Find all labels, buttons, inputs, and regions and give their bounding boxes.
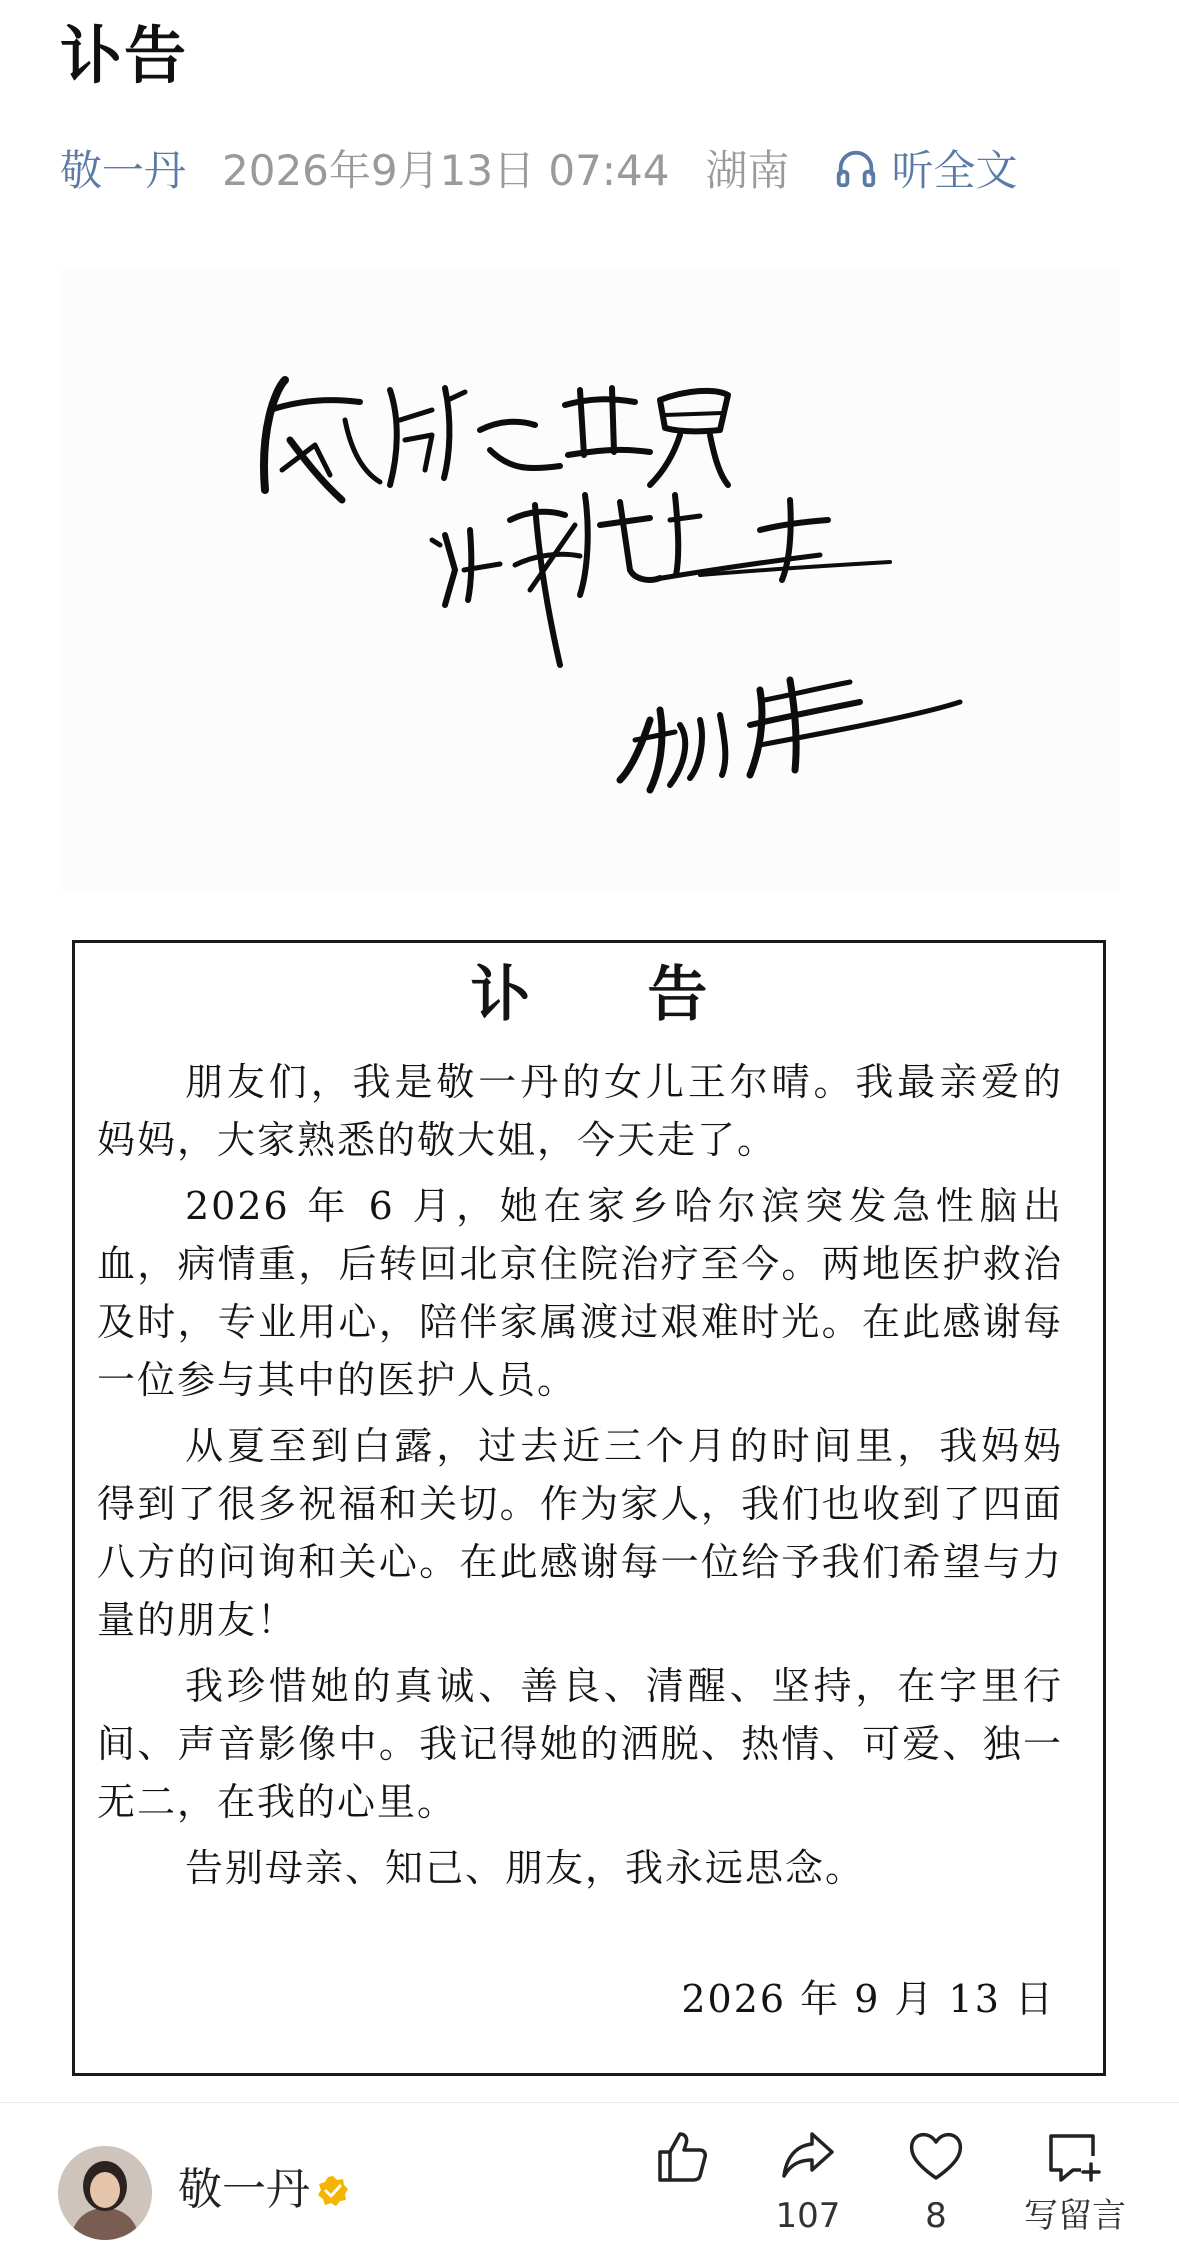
bottom-divider: [0, 2102, 1179, 2103]
like-icon: [652, 2126, 712, 2186]
publish-location: 湖南: [705, 146, 790, 195]
bottom-action-bar: [0, 2104, 1179, 2264]
share-button[interactable]: [748, 2126, 868, 2238]
notice-paragraph: 告别母亲、知己、朋友，我永远思念。: [185, 1846, 866, 1890]
page-title: 讣告: [60, 19, 189, 92]
listen-button[interactable]: [833, 138, 1017, 198]
notice-date: 2026 年 9 月 13 日: [681, 1977, 1055, 2021]
comment-icon: [1045, 2126, 1105, 2186]
listen-label: 听全文: [891, 146, 1018, 195]
share-icon: [778, 2126, 838, 2186]
notice-paragraph: 2026 年 6 月，她在家乡哈尔滨突发急性脑出血，病情重，后转回北京住院治疗至今。两地医护救治及时，专业用心，陪伴家属渡过艰难时光。在此感谢每一位参与其中的医护人员。: [97, 1184, 1063, 1402]
headphones-icon: [833, 145, 879, 191]
like-button[interactable]: [622, 2126, 742, 2194]
notice-paragraph: 我珍惜她的真诚、善良、清醒、坚持，在字里行间、声音影像中。我记得她的洒脱、热情、可爱、独一无二，在我的心里。: [97, 1664, 1063, 1824]
obituary-notice-image[interactable]: [72, 940, 1106, 2076]
share-count: 107: [775, 2196, 841, 2236]
write-comment-label: 写留言: [1024, 2196, 1126, 2236]
heart-icon: [906, 2126, 966, 2186]
avatar[interactable]: [58, 2146, 152, 2240]
notice-paragraph: 从夏至到白露，过去近三个月的时间里，我妈妈得到了很多祝福和关切。作为家人，我们也收到了四面八方的问询和关心。在此感谢每一位给予我们希望与力量的朋友！: [97, 1424, 1063, 1642]
avatar-image: [58, 2146, 152, 2240]
publish-time: 2026年9月13日 07:44: [222, 146, 670, 195]
verified-icon: [316, 2174, 350, 2208]
write-comment-button[interactable]: [1000, 2126, 1150, 2238]
notice-body: [97, 1053, 1063, 1905]
notice-paragraph: 朋友们，我是敬一丹的女儿王尔晴。我最亲爱的妈妈，大家熟悉的敬大姐，今天走了。: [97, 1060, 1063, 1162]
handwritten-calligraphy-image[interactable]: [60, 270, 1120, 890]
author-link[interactable]: 敬一丹: [60, 146, 187, 195]
article-meta: [60, 138, 1018, 198]
favorite-button[interactable]: [876, 2126, 996, 2238]
favorite-count: 8: [925, 2196, 947, 2236]
calligraphy-drawing: [60, 270, 1120, 890]
notice-title: 讣 告: [470, 960, 756, 1030]
author-name[interactable]: 敬一丹: [178, 2164, 310, 2215]
